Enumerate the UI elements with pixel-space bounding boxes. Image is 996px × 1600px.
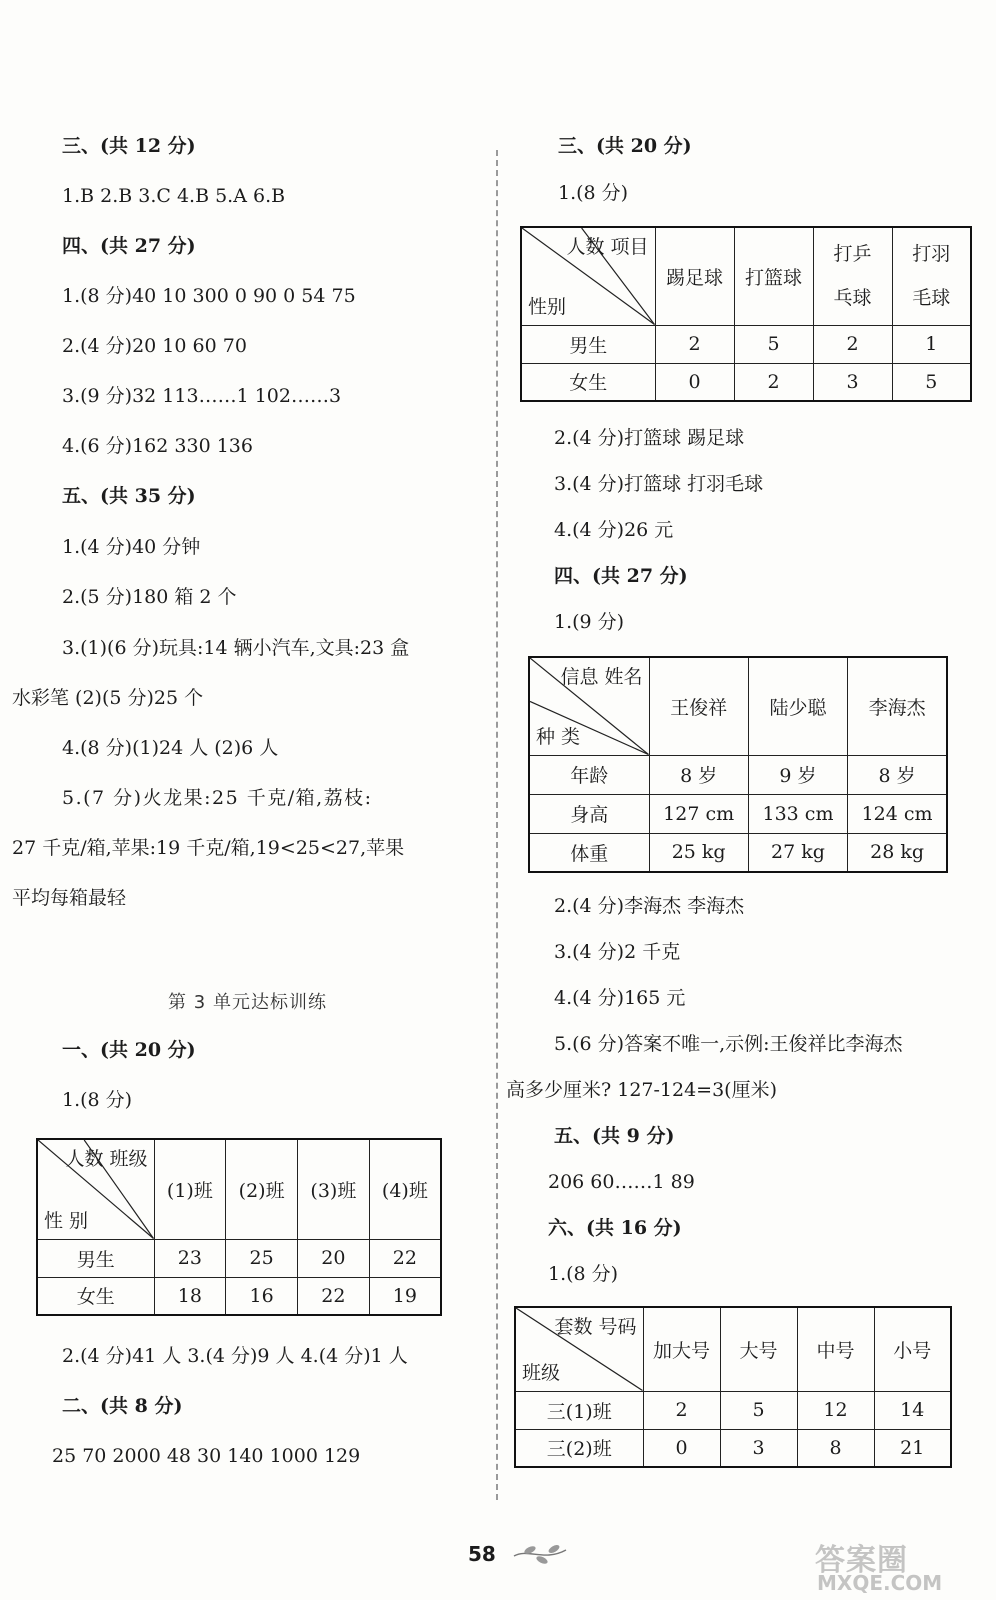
diag-bottom-label: 种 类 — [536, 725, 581, 748]
table-cell: 21 — [874, 1429, 951, 1467]
column-header: 小号 — [874, 1307, 951, 1391]
answer-line: 水彩笔 (2)(5 分)25 个 — [12, 687, 204, 709]
row-label: 年龄 — [529, 755, 649, 794]
answer-line: 1.(4 分)40 分钟 — [62, 536, 201, 558]
table-cell: 133 cm — [748, 794, 847, 833]
table-cell: 124 cm — [848, 794, 947, 833]
answer-line: 2.(4 分)打篮球 踢足球 — [554, 427, 745, 449]
diag-bottom-label: 班级 — [522, 1361, 561, 1384]
section-heading: 四、(共 27 分) — [554, 565, 688, 587]
table-cell: 127 cm — [649, 794, 748, 833]
diag-top-label: 套数 号码 — [554, 1316, 637, 1338]
row-label: 三(1)班 — [515, 1391, 643, 1429]
uniform-size-table — [514, 1306, 952, 1468]
header-text: 打乒 — [833, 243, 872, 266]
answer-line: 4.(6 分)162 330 136 — [62, 435, 253, 457]
answer-line: 27 千克/箱,苹果:19 千克/箱,19<25<27,苹果 — [12, 837, 405, 859]
table-cell: 0 — [643, 1429, 720, 1467]
table-cell: 8 — [797, 1429, 874, 1467]
answer-line: 高多少厘米? 127-124=3(厘米) — [506, 1079, 778, 1101]
table-cell: 27 kg — [748, 833, 847, 872]
table-cell: 28 kg — [848, 833, 947, 872]
table-cell: 3 — [813, 363, 892, 401]
table-row — [521, 363, 971, 401]
section-heading: 一、(共 20 分) — [62, 1039, 196, 1061]
table-cell: 9 岁 — [748, 755, 847, 794]
answer-line: 3.(9 分)32 113……1 102……3 — [62, 385, 342, 407]
column-header: (4)班 — [369, 1139, 441, 1239]
header-text: 打羽 — [912, 243, 951, 266]
answer-line: 4.(4 分)165 元 — [554, 987, 686, 1009]
section-heading: 六、(共 16 分) — [548, 1217, 682, 1239]
diag-bottom-label: 性别 — [528, 295, 567, 318]
row-label: 体重 — [529, 833, 649, 872]
class-gender-table — [36, 1138, 442, 1316]
column-header — [734, 227, 813, 325]
diag-top-label: 人数 项目 — [566, 236, 649, 258]
answer-line: 5.(7 分)火龙果:25 千克/箱,荔枝: — [62, 787, 373, 809]
section-heading: 三、(共 12 分) — [62, 135, 196, 157]
column-header: 加大号 — [643, 1307, 720, 1391]
table-row — [529, 794, 947, 833]
section-heading: 四、(共 27 分) — [62, 235, 196, 257]
column-header: 中号 — [797, 1307, 874, 1391]
answer-line: 3.(1)(6 分)玩具:14 辆小汽车,文具:23 盒 — [62, 637, 410, 659]
table-cell: 2 — [734, 363, 813, 401]
table-cell: 12 — [797, 1391, 874, 1429]
answer-line: 2.(4 分)李海杰 李海杰 — [554, 895, 745, 917]
answer-line: 2.(4 分)20 10 60 70 — [62, 335, 247, 357]
answer-line: 3.(4 分)2 千克 — [554, 941, 681, 963]
answer-line: 1.(8 分) — [558, 182, 629, 204]
column-header: 王俊祥 — [649, 657, 748, 755]
sports-table — [520, 226, 972, 402]
table-cell: 18 — [154, 1277, 226, 1315]
answer-line: 1.(8 分) — [62, 1089, 133, 1111]
row-label: 三(2)班 — [515, 1429, 643, 1467]
table-diagonal-header — [515, 1307, 643, 1391]
leaf-ornament-icon — [510, 1538, 570, 1568]
table-cell: 8 岁 — [649, 755, 748, 794]
answer-line: 4.(8 分)(1)24 人 (2)6 人 — [62, 737, 279, 759]
column-header: 陆少聪 — [748, 657, 847, 755]
table-cell: 2 — [655, 325, 734, 363]
table-cell: 16 — [226, 1277, 298, 1315]
table-cell: 5 — [892, 363, 971, 401]
answer-line: 1.(8 分)40 10 300 0 90 0 54 75 — [62, 285, 356, 307]
answer-line: 5.(6 分)答案不唯一,示例:王俊祥比李海杰 — [554, 1033, 903, 1055]
section-heading: 三、(共 20 分) — [558, 135, 692, 157]
table-cell: 25 — [226, 1239, 298, 1277]
header-text: 乓球 — [833, 287, 872, 310]
table-cell: 14 — [874, 1391, 951, 1429]
section-heading: 二、(共 8 分) — [62, 1395, 183, 1417]
column-divider — [496, 150, 498, 1500]
answer-line: 25 70 2000 48 30 140 1000 129 — [52, 1445, 361, 1467]
table-cell: 19 — [369, 1277, 441, 1315]
watermark-url: MXQE.COM — [817, 1571, 943, 1595]
header-text: 打篮球 — [744, 266, 802, 289]
watermark — [815, 1535, 995, 1600]
page-number: 58 — [468, 1542, 496, 1566]
section-heading: 五、(共 35 分) — [62, 485, 196, 507]
answer-line: 3.(4 分)打篮球 打羽毛球 — [554, 473, 764, 495]
table-cell: 3 — [720, 1429, 797, 1467]
table-cell: 0 — [655, 363, 734, 401]
table-row — [515, 1391, 951, 1429]
table-row — [37, 1239, 441, 1277]
diag-top-label: 信息 姓名 — [560, 666, 643, 688]
diag-top-label: 人数 班级 — [65, 1148, 148, 1170]
table-cell: 22 — [298, 1277, 370, 1315]
row-label: 男生 — [37, 1239, 154, 1277]
column-header — [813, 227, 892, 325]
answer-line: 1.B 2.B 3.C 4.B 5.A 6.B — [62, 185, 286, 207]
table-cell: 1 — [892, 325, 971, 363]
table-diagonal-header — [37, 1139, 154, 1239]
column-header — [655, 227, 734, 325]
table-cell: 22 — [369, 1239, 441, 1277]
table-row — [529, 755, 947, 794]
header-text: 踢足球 — [665, 266, 723, 289]
table-row — [529, 833, 947, 872]
answer-line: 平均每箱最轻 — [12, 887, 127, 909]
student-info-table — [528, 656, 948, 873]
table-cell: 23 — [154, 1239, 226, 1277]
header-text: 毛球 — [912, 287, 951, 310]
table-cell: 8 岁 — [848, 755, 947, 794]
table-diagonal-header — [529, 657, 649, 755]
column-header: (3)班 — [298, 1139, 370, 1239]
answer-line: 1.(9 分) — [554, 611, 625, 633]
table-cell: 20 — [298, 1239, 370, 1277]
column-header — [892, 227, 971, 325]
table-cell: 5 — [734, 325, 813, 363]
table-cell: 2 — [813, 325, 892, 363]
row-label: 男生 — [521, 325, 655, 363]
column-header: 李海杰 — [848, 657, 947, 755]
answer-line: 206 60……1 89 — [548, 1171, 695, 1193]
watermark-logo: 答案圈 — [815, 1543, 908, 1578]
row-label: 女生 — [37, 1277, 154, 1315]
table-cell: 2 — [643, 1391, 720, 1429]
row-label: 身高 — [529, 794, 649, 833]
answer-line: 1.(8 分) — [548, 1263, 619, 1285]
section-heading: 五、(共 9 分) — [554, 1125, 675, 1147]
table-cell: 25 kg — [649, 833, 748, 872]
table-row — [521, 325, 971, 363]
table-diagonal-header — [521, 227, 655, 325]
answer-line: 4.(4 分)26 元 — [554, 519, 674, 541]
diag-bottom-label: 性 别 — [44, 1209, 89, 1232]
column-header: (2)班 — [226, 1139, 298, 1239]
table-cell: 5 — [720, 1391, 797, 1429]
answer-line: 2.(5 分)180 箱 2 个 — [62, 586, 237, 608]
table-row — [37, 1277, 441, 1315]
table-row — [515, 1429, 951, 1467]
column-header: (1)班 — [154, 1139, 226, 1239]
answer-line: 2.(4 分)41 人 3.(4 分)9 人 4.(4 分)1 人 — [62, 1345, 408, 1367]
row-label: 女生 — [521, 363, 655, 401]
column-header: 大号 — [720, 1307, 797, 1391]
unit-title: 第 3 单元达标训练 — [168, 992, 327, 1013]
